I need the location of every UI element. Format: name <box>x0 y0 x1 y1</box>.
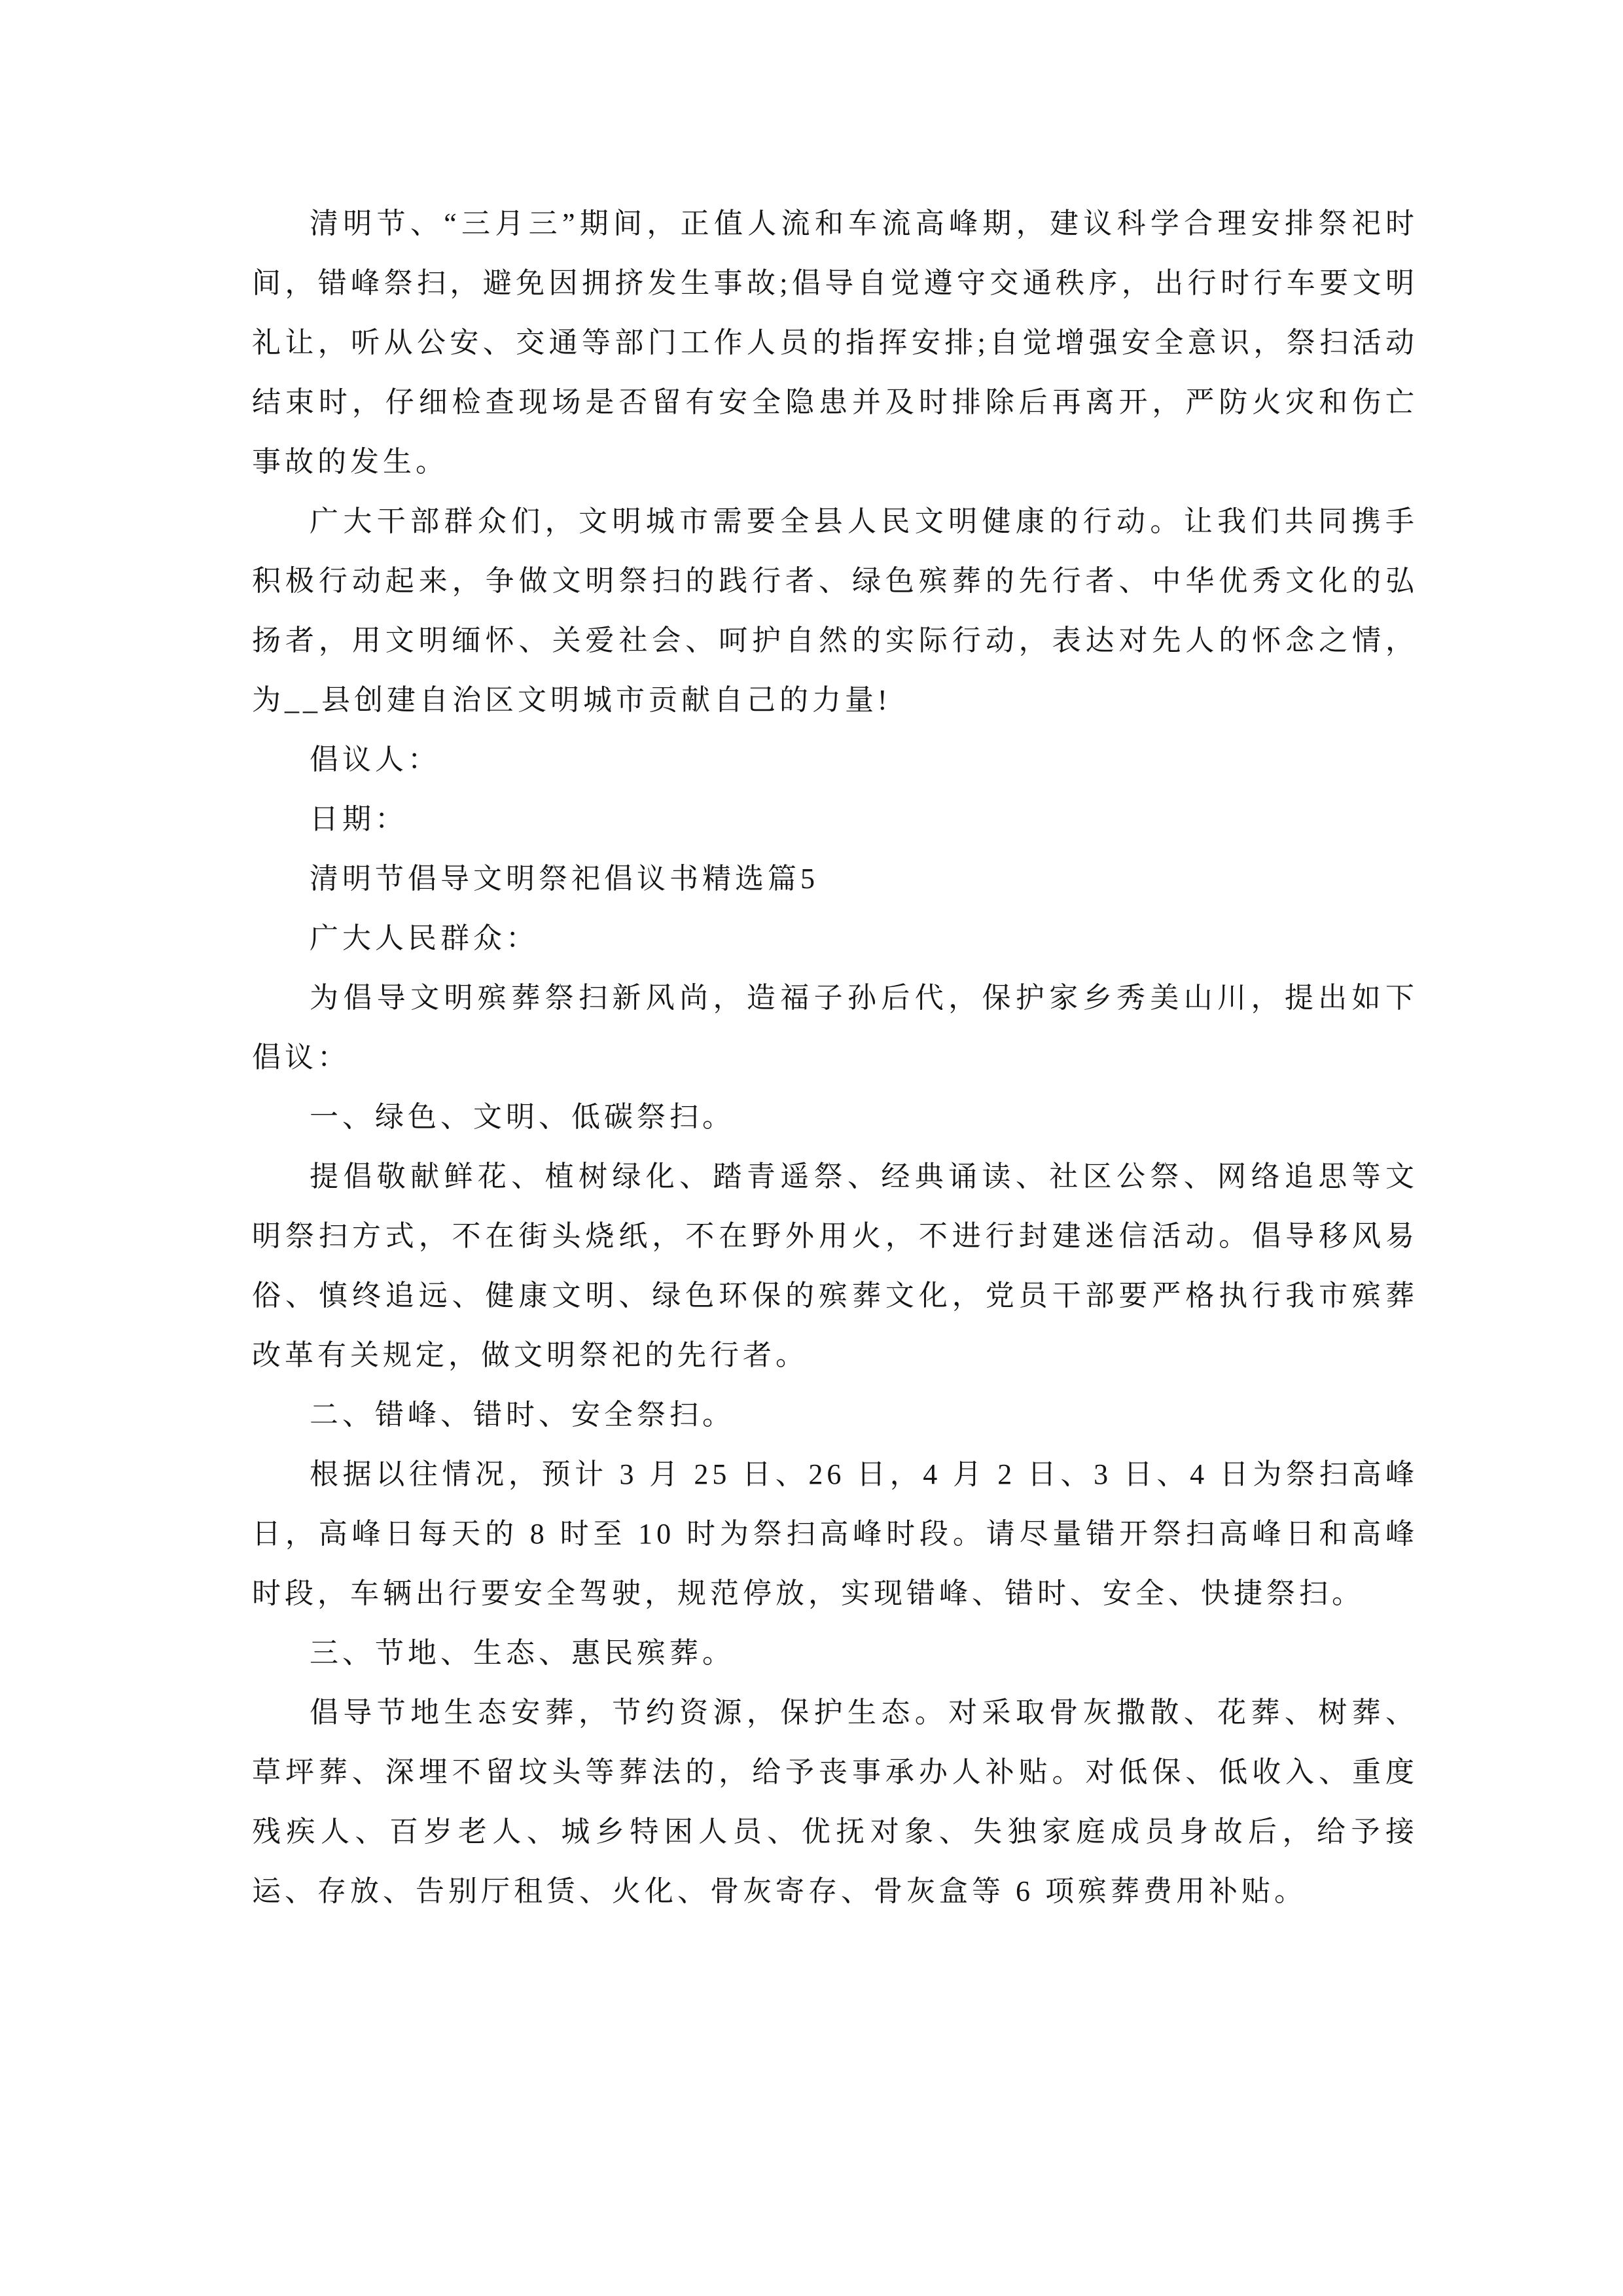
paragraph-traffic-safety: 清明节、“三月三”期间，正值人流和车流高峰期，建议科学合理安排祭祀时间，错峰祭扫，避免因拥挤发生事故;倡导自觉遵守交通秩序，出行时行车要文明礼让，听从公安、交通等部门工作人员的指挥安排;自觉增强安全意识，祭扫活动结束时，仔细检查现场是否留有安全隐患并及时排除后再离开，严防火灾和伤亡事故的发生。 <box>252 207 1418 478</box>
heading-item-3: 三、节地、生态、惠民殡葬。 <box>310 1637 735 1669</box>
paragraph-item-1-body: 提倡敬献鲜花、植树绿化、踏青遥祭、经典诵读、社区公祭、网络追思等文明祭扫方式，不在街头烧纸，不在野外用火，不进行封建迷信活动。倡导移风易俗、慎终追远、健康文明、绿色环保的殡葬文化，党员干部要严格执行我市殡葬改革有关规定，做文明祭祀的先行者。 <box>252 1160 1418 1371</box>
signature-proposer-line: 倡议人： <box>310 744 440 776</box>
document-body <box>252 194 1418 1921</box>
paragraph-item-2-body: 根据以往情况，预计 3 月 25 日、26 日，4 月 2 日、3 日、4 日为祭扫高峰日，高峰日每天的 8 时至 10 时为祭扫高峰时段。请尽量错开祭扫高峰日和高峰时段，车辆出行要安全驾驶，规范停放，实现错峰、错时、安全、快捷祭扫。 <box>252 1458 1418 1609</box>
section-title-part5: 清明节倡导文明祭祀倡议书精选篇5 <box>310 863 819 895</box>
heading-item-2: 二、错峰、错时、安全祭扫。 <box>310 1399 735 1431</box>
salutation-line: 广大人民群众： <box>310 922 539 954</box>
paragraph-item-3-body: 倡导节地生态安葬，节约资源，保护生态。对采取骨灰撒散、花葬、树葬、草坪葬、深埋不留坟头等葬法的，给予丧事承办人补贴。对低保、低收入、重度残疾人、百岁老人、城乡特困人员、优抚对象、失独家庭成员身故后，给予接运、存放、告别厅租赁、火化、骨灰寄存、骨灰盒等 6 项殡葬费用补贴。 <box>252 1696 1418 1907</box>
paragraph-call-to-action: 广大干部群众们，文明城市需要全县人民文明健康的行动。让我们共同携手积极行动起来，争做文明祭扫的践行者、绿色殡葬的先行者、中华优秀文化的弘扬者，用文明缅怀、关爱社会、呵护自然的实际行动，表达对先人的怀念之情，为__县创建自治区文明城市贡献自己的力量! <box>252 505 1418 716</box>
paragraph-intro-proposal: 为倡导文明殡葬祭扫新风尚，造福子孙后代，保护家乡秀美山川，提出如下倡议： <box>252 982 1418 1073</box>
heading-item-1: 一、绿色、文明、低碳祭扫。 <box>310 1101 735 1133</box>
signature-date-line: 日期： <box>310 803 408 835</box>
